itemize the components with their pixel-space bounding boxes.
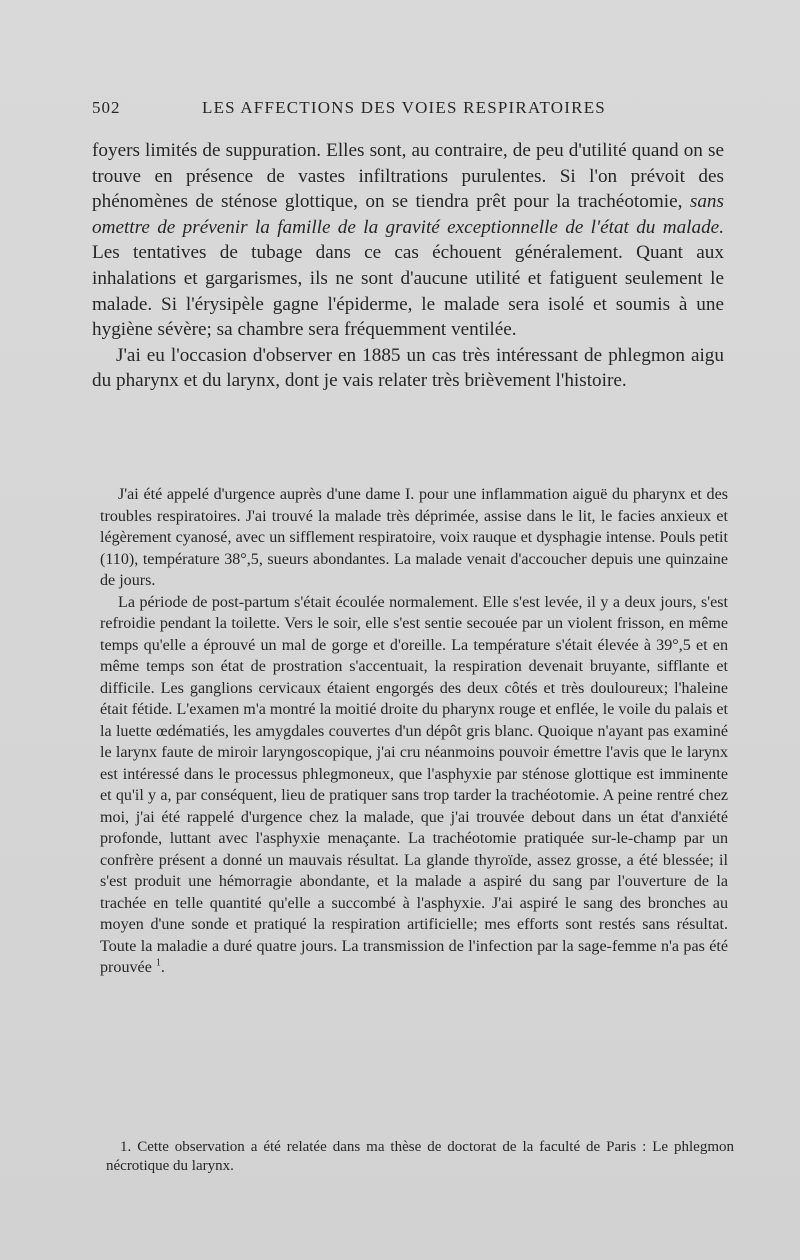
main-paragraph-1: [92, 138, 724, 343]
footnote-text: 1. Cette observation a été relatée dans ma thèse de doctorat de la faculté de Paris : Le phlegmon nécrotique du larynx.: [106, 1139, 734, 1174]
observation-paragraph-2-text: La période de post-partum s'était écoulée normalement. Elle s'est levée, il y a deux jours, s'est refroidie pendant la toilette. Vers le soir, elle s'est sentie secouée par un violent frisson, en même temps qu'elle a éprouvé un mal de gorge et d'oreille. La température s'était élevée à 39°,5 et en même temps son état de prostration s'accentuait, la respiration devenait bruyante, sifflante et difficile. Les ganglions cervicaux étaient engorgés des deux côtés et très douloureux; l'haleine était fétide. L'examen m'a montré la moitié droite du pharynx rouge et enflée, le voile du palais et la luette œdématiés, les amygdales couvertes d'un dépôt gris blanc. Quoique n'ayant pas examiné le larynx faute de miroir laryngoscopique, j'ai cru néanmoins pouvoir émettre l'avis que le larynx est intéressé dans le processus phlegmoneux, que l'asphyxie par sténose glottique est imminente et qu'il y a, par conséquent, lieu de pratiquer sans trop tarder la trachéotomie. A peine rentré chez moi, j'ai été rappelé d'urgence chez la malade, que j'ai trouvée debout dans un état d'anxiété profonde, luttant avec l'asphyxie menaçante. La trachéotomie pratiquée sur-le-champ par un confrère présent a donné un mauvais résultat. La glande thyroïde, assez grosse, a été blessée; il s'est produit une hémorragie abondante, et la malade a aspiré du sang par l'ouverture de la trachée en telle quantité qu'elle a succombé à l'asphyxie. J'ai aspiré le sang des bronches au moyen d'une sonde et pratiqué la respiration artificielle; mes efforts sont restés sans résultat. Toute la maladie a duré quatre jours. La transmission de l'infection par la sage-femme n'a pas été prouvée: [100, 593, 728, 976]
main-paragraph-1-start: foyers limités de suppuration. Elles sont, au contraire, de peu d'utilité quand on se trouve en présence de vastes infiltrations purulentes. Si l'on prévoit des phénomènes de sténose glottique, on se tiendra prêt pour la trachéotomie,: [92, 140, 724, 213]
footnote: [106, 1138, 734, 1176]
observation-paragraph-2: [100, 592, 728, 979]
main-paragraph-1-emphasis: sans omettre de prévenir la famille de la gravité exceptionnelle de l'état du malade.: [92, 191, 724, 238]
main-text: [92, 138, 724, 394]
main-paragraph-2: J'ai eu l'occasion d'observer en 1885 un cas très intéressant de phlegmon aigu du pharynx et du larynx, dont je vais relater très brièvement l'histoire.: [92, 344, 724, 392]
footnote-reference: 1: [155, 957, 161, 969]
observation-text: [100, 484, 728, 979]
observation-paragraph-2-end: .: [160, 959, 165, 976]
observation-paragraph-1: J'ai été appelé d'urgence auprès d'une dame I. pour une inflammation aiguë du pharynx et des troubles respiratoires. J'ai trouvé la malade très déprimée, assise dans le lit, le facies anxieux et légèrement cyanosé, avec un sifflement respiratoire, voix rauque et dysphagie intense. Pouls petit (110), température 38°,5, sueurs abondantes. La malade venait d'accoucher depuis une quinzaine de jours.: [100, 486, 728, 589]
page-number: 502: [92, 98, 121, 117]
page-header: [92, 98, 722, 122]
main-paragraph-1-end: Les tentatives de tubage dans ce cas échouent généralement. Quant aux inhalations et gargarismes, ils ne sont d'aucune utilité et fatiguent seulement le malade. Si l'érysipèle gagne l'épiderme, le malade sera isolé et soumis à une hygiène sévère; sa chambre sera fréquemment ventilée.: [92, 242, 724, 341]
running-head: LES AFFECTIONS DES VOIES RESPIRATOIRES: [202, 98, 606, 117]
